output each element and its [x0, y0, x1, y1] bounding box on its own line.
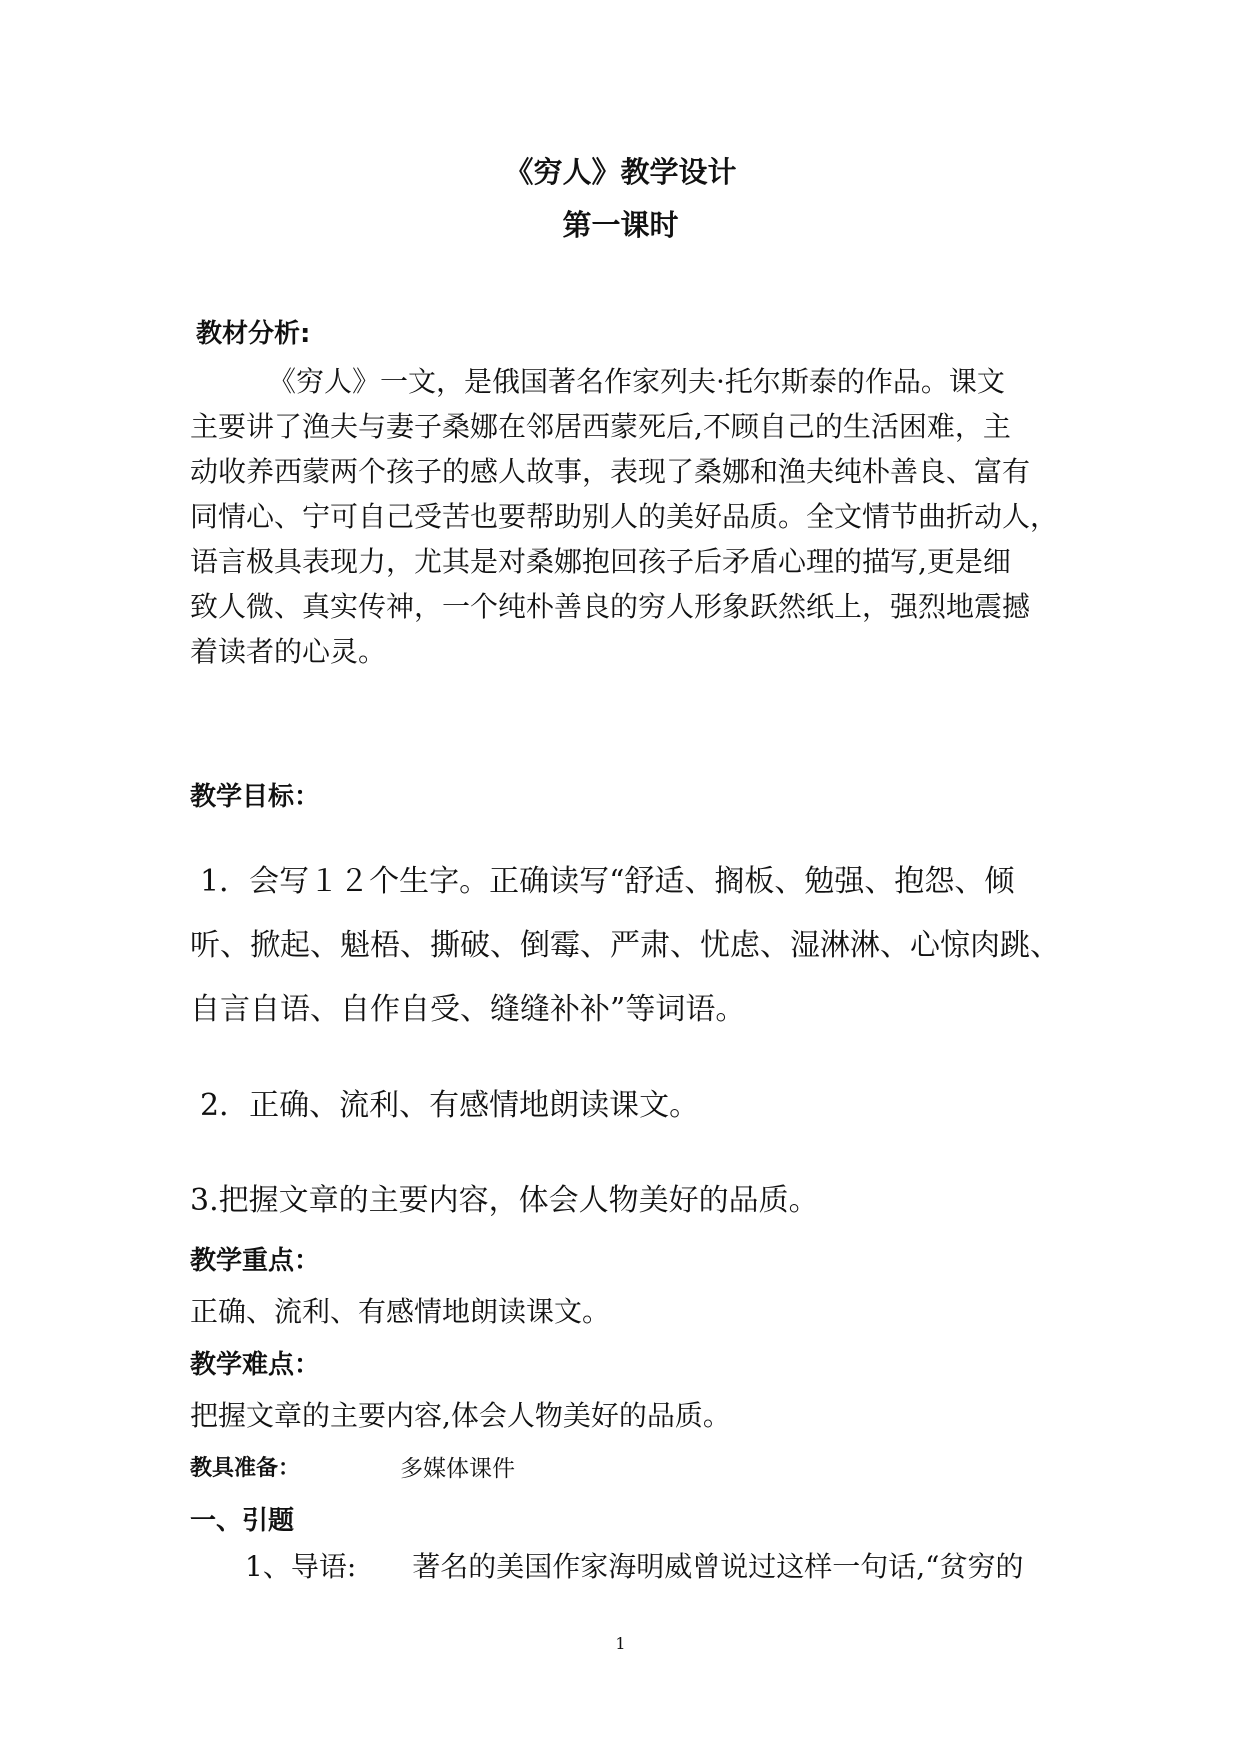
paragraph-line: 《穷人》一文，是俄国著名作家列夫·托尔斯泰的作品。课文	[268, 365, 1005, 398]
material-analysis-paragraph	[190, 359, 1070, 674]
goal-1-line-2: 听、掀起、魁梧、撕破、倒霉、严肃、忧虑、湿淋淋、心惊肉跳、	[190, 928, 1060, 963]
goal-2: 2．正确、流利、有感情地朗读课文。	[200, 1088, 700, 1123]
goal-1-line-3: 自言自语、自作自受、缝缝补补”等词语。	[190, 992, 746, 1027]
paragraph-line: 着读者的心灵。	[190, 635, 387, 668]
material-analysis-heading: 教材分析:	[196, 319, 311, 349]
difficulty-heading: 教学难点：	[190, 1350, 321, 1380]
paragraph-line: 致人微、真实传神，一个纯朴善良的穷人形象跃然纸上，强烈地震撼	[190, 590, 1031, 623]
tools-value: 多媒体课件	[400, 1456, 515, 1482]
difficulty-text: 把握文章的主要内容,体会人物美好的品质。	[190, 1399, 731, 1432]
intro-line: 1、导语: 著名的美国作家海明威曾说过这样一句话,“贫穷的	[245, 1550, 1024, 1583]
goal-3: 3.把握文章的主要内容，体会人物美好的品质。	[190, 1183, 819, 1218]
paragraph-line: 同情心、宁可自己受苦也要帮助别人的美好品质。全文情节曲折动人，	[190, 500, 1059, 533]
intro-heading: 一、引题	[190, 1506, 295, 1536]
document-title: 《穷人》教学设计	[504, 155, 737, 189]
tools-label: 教具准备：	[190, 1456, 301, 1481]
paragraph-line: 语言极具表现力，尤其是对桑娜抱回孩子后矛盾心理的描写,更是细	[190, 545, 1011, 578]
teaching-goals-heading: 教学目标：	[190, 782, 321, 812]
document-subtitle: 第一课时	[562, 208, 679, 242]
paragraph-line: 主要讲了渔夫与妻子桑娜在邻居西蒙死后,不顾自己的生活困难，主	[190, 410, 1011, 443]
key-points-heading: 教学重点：	[190, 1246, 321, 1276]
key-points-text: 正确、流利、有感情地朗读课文。	[190, 1295, 611, 1328]
goal-1-line-1: 1．会写１２个生字。正确读写“舒适、搁板、勉强、抱怨、倾	[200, 864, 1015, 899]
page-number: 1	[615, 1634, 626, 1653]
paragraph-line: 动收养西蒙两个孩子的感人故事，表现了桑娜和渔夫纯朴善良、富有	[190, 455, 1031, 488]
